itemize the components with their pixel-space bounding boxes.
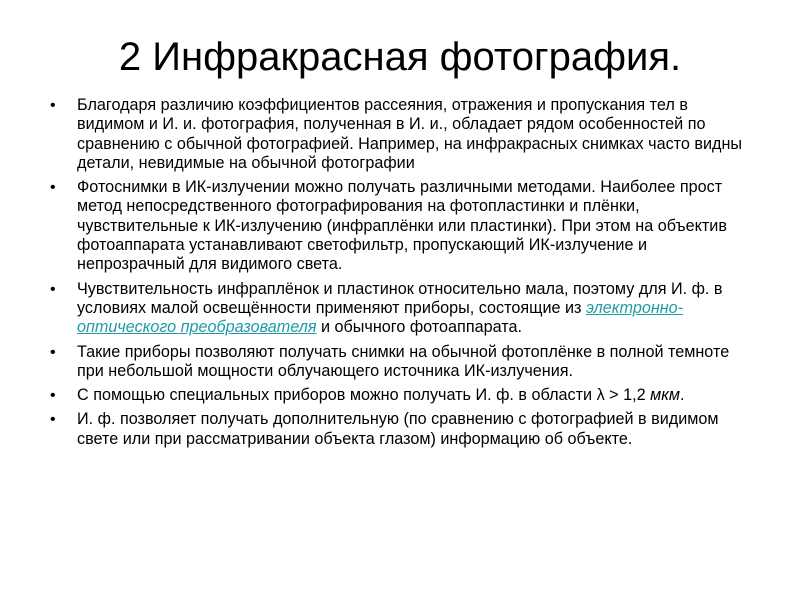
bullet-text: Фотоснимки в ИК-излучении можно получать различными методами. Наиболее прост метод непосредственного фотографирования на фотопластинки и плёнки, чувствительные к ИК-излучению (инфраплёнки или пластинки). При этом на объектив фотоаппарата устанавливают светофильтр, пропускающий ИК-излучение и непрозрачный для видимого света.	[77, 178, 727, 274]
bullet-text: Такие приборы позволяют получать снимки на обычной фотоплёнке в полной темноте при небольшой мощности облучающего источника ИК-излучения.	[77, 342, 730, 380]
bullet-text-after-link: и обычного фотоаппарата.	[316, 318, 522, 337]
bullet-item-1	[49, 96, 749, 173]
slide-title: 2 Инфракрасная фотография.	[118, 35, 682, 79]
bullet-item-4	[49, 343, 749, 382]
bullet-dot-icon: •	[50, 280, 56, 298]
bullet-dot-icon: •	[50, 179, 56, 197]
bullet-item-2	[49, 178, 749, 274]
bullet-dot-icon: •	[50, 343, 56, 361]
bullet-dot-icon: •	[50, 411, 56, 429]
bullet-text: И. ф. позволяет получать дополнительную (по сравнению с фотографией в видимом свете или при рассматривании объекта глазом) информацию об объекте.	[77, 410, 719, 448]
bullet-item-5	[49, 386, 749, 405]
bullet-text-before-link: Чувствительность инфраплёнок и пластинок относительно мала, поэтому для И. ф. в условиях малой освещённости применяют приборы, состоящие из	[77, 279, 723, 317]
bullet-dot-icon: •	[50, 387, 56, 405]
bullet-text: Благодаря различию коэффициентов рассеяния, отражения и пропускания тел в видимом и И. и. фотография, полученная в И. и., обладает рядом особенностей по сравнению с обычной фотографией. Например, на инфракрасных снимках часто видны детали, невидимые на обычной фотографии	[77, 96, 743, 172]
converter-link[interactable]: электронно-оптического преобразователя	[77, 298, 684, 337]
bullet-list	[49, 96, 749, 454]
bullet-item-3	[49, 280, 749, 338]
bullet-text-after-unit: .	[679, 386, 685, 405]
bullet-text-before-unit: С помощью специальных приборов можно получать И. ф. в области λ > 1,2	[77, 386, 651, 405]
bullet-text	[77, 386, 684, 404]
bullet-dot-icon: •	[50, 97, 56, 114]
bullet-item-6	[49, 410, 749, 449]
unit-text: мкм	[650, 386, 680, 405]
bullet-text	[77, 280, 723, 337]
